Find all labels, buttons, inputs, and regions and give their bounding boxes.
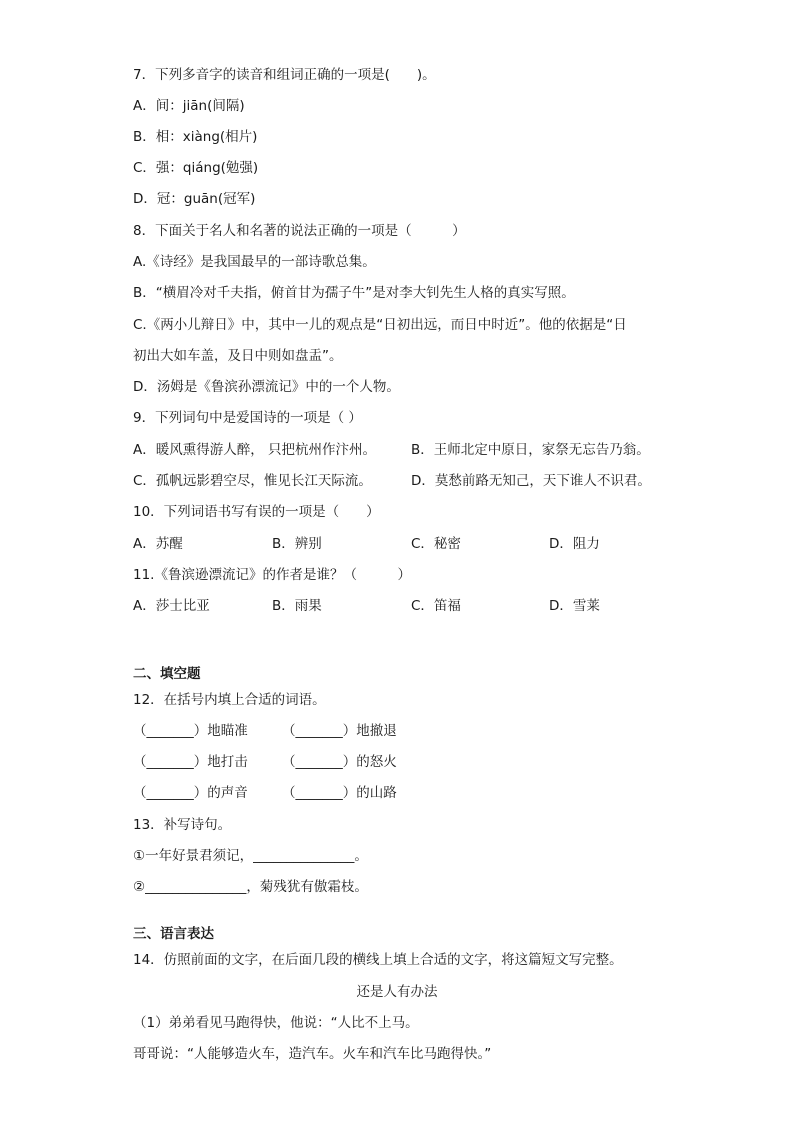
q14-passage-title: 还是人有办法	[356, 984, 438, 1000]
section-heading-fill-in: 二、填空题	[133, 666, 201, 682]
q14-paragraph-2: 哥哥说：“人能够造火车，造汽车。火车和汽车比马跑得快。”	[133, 1046, 492, 1062]
q12-blank-2: （_______）地撤退	[282, 723, 397, 739]
q13-stem: 13．补写诗句。	[133, 817, 232, 833]
q7-option-d: D．冠：guān(冠军)	[133, 191, 256, 207]
q11-option-c: C．笛福	[411, 598, 461, 614]
q7-stem: 7．下列多音字的读音和组词正确的一项是( )。	[133, 67, 436, 83]
q9-option-b: B．王师北定中原日，家祭无忘告乃翁。	[411, 442, 650, 458]
q13-line-1: ①一年好景君须记，_______________。	[133, 848, 368, 864]
q11-option-a: A．莎士比亚	[133, 598, 210, 614]
q12-blank-1: （_______）地瞄准	[133, 723, 248, 739]
q7-option-c: C．强：qiáng(勉强)	[133, 160, 259, 176]
q10-option-a: A．苏醒	[133, 536, 183, 552]
q12-blank-3: （_______）地打击	[133, 754, 248, 770]
q9-option-a: A．暖风熏得游人醉， 只把杭州作汴州。	[133, 442, 377, 458]
q12-blank-4: （_______）的怒火	[282, 754, 397, 770]
q11-option-b: B．雨果	[272, 598, 322, 614]
q13-line-2: ②_______________，菊残犹有傲霜枝。	[133, 879, 368, 895]
q12-stem: 12．在括号内填上合适的词语。	[133, 692, 326, 708]
q8-option-a: A.《诗经》是我国最早的一部诗歌总集。	[133, 254, 376, 270]
q8-option-c-line1: C.《两小儿辩日》中，其中一儿的观点是“日初出远，而日中时近”。他的依据是“日	[133, 317, 627, 333]
q12-blank-5: （_______）的声音	[133, 785, 248, 801]
q8-stem: 8．下面关于名人和名著的说法正确的一项是（ ）	[133, 223, 466, 239]
q10-stem: 10．下列词语书写有误的一项是（ ）	[133, 504, 380, 520]
section-heading-expression: 三、语言表达	[133, 926, 214, 942]
q8-option-d: D．汤姆是《鲁滨孙漂流记》中的一个人物。	[133, 379, 400, 395]
q10-option-b: B．辨别	[272, 536, 322, 552]
q7-option-b: B．相：xiàng(相片)	[133, 129, 258, 145]
q14-stem: 14．仿照前面的文字，在后面几段的横线上填上合适的文字，将这篇短文写完整。	[133, 952, 623, 968]
q9-option-d: D．莫愁前路无知己，天下谁人不识君。	[411, 473, 651, 489]
q9-option-c: C．孤帆远影碧空尽，惟见长江天际流。	[133, 473, 372, 489]
q10-option-d: D．阻力	[549, 536, 600, 552]
q9-stem: 9．下列词句中是爱国诗的一项是（ ）	[133, 410, 362, 426]
q11-option-d: D．雪莱	[549, 598, 600, 614]
q7-option-a: A．间：jiān(间隔)	[133, 98, 245, 114]
q8-option-b: B．“横眉冷对千夫指，俯首甘为孺子牛”是对李大钊先生人格的真实写照。	[133, 285, 575, 301]
q8-option-c-line2: 初出大如车盖，及日中则如盘盂”。	[133, 348, 343, 364]
q12-blank-6: （_______）的山路	[282, 785, 397, 801]
q14-paragraph-1: （1）弟弟看见马跑得快，他说：“人比不上马。	[133, 1015, 419, 1031]
q11-stem: 11.《鲁滨逊漂流记》的作者是谁？（ ）	[133, 567, 411, 583]
q10-option-c: C．秘密	[411, 536, 461, 552]
